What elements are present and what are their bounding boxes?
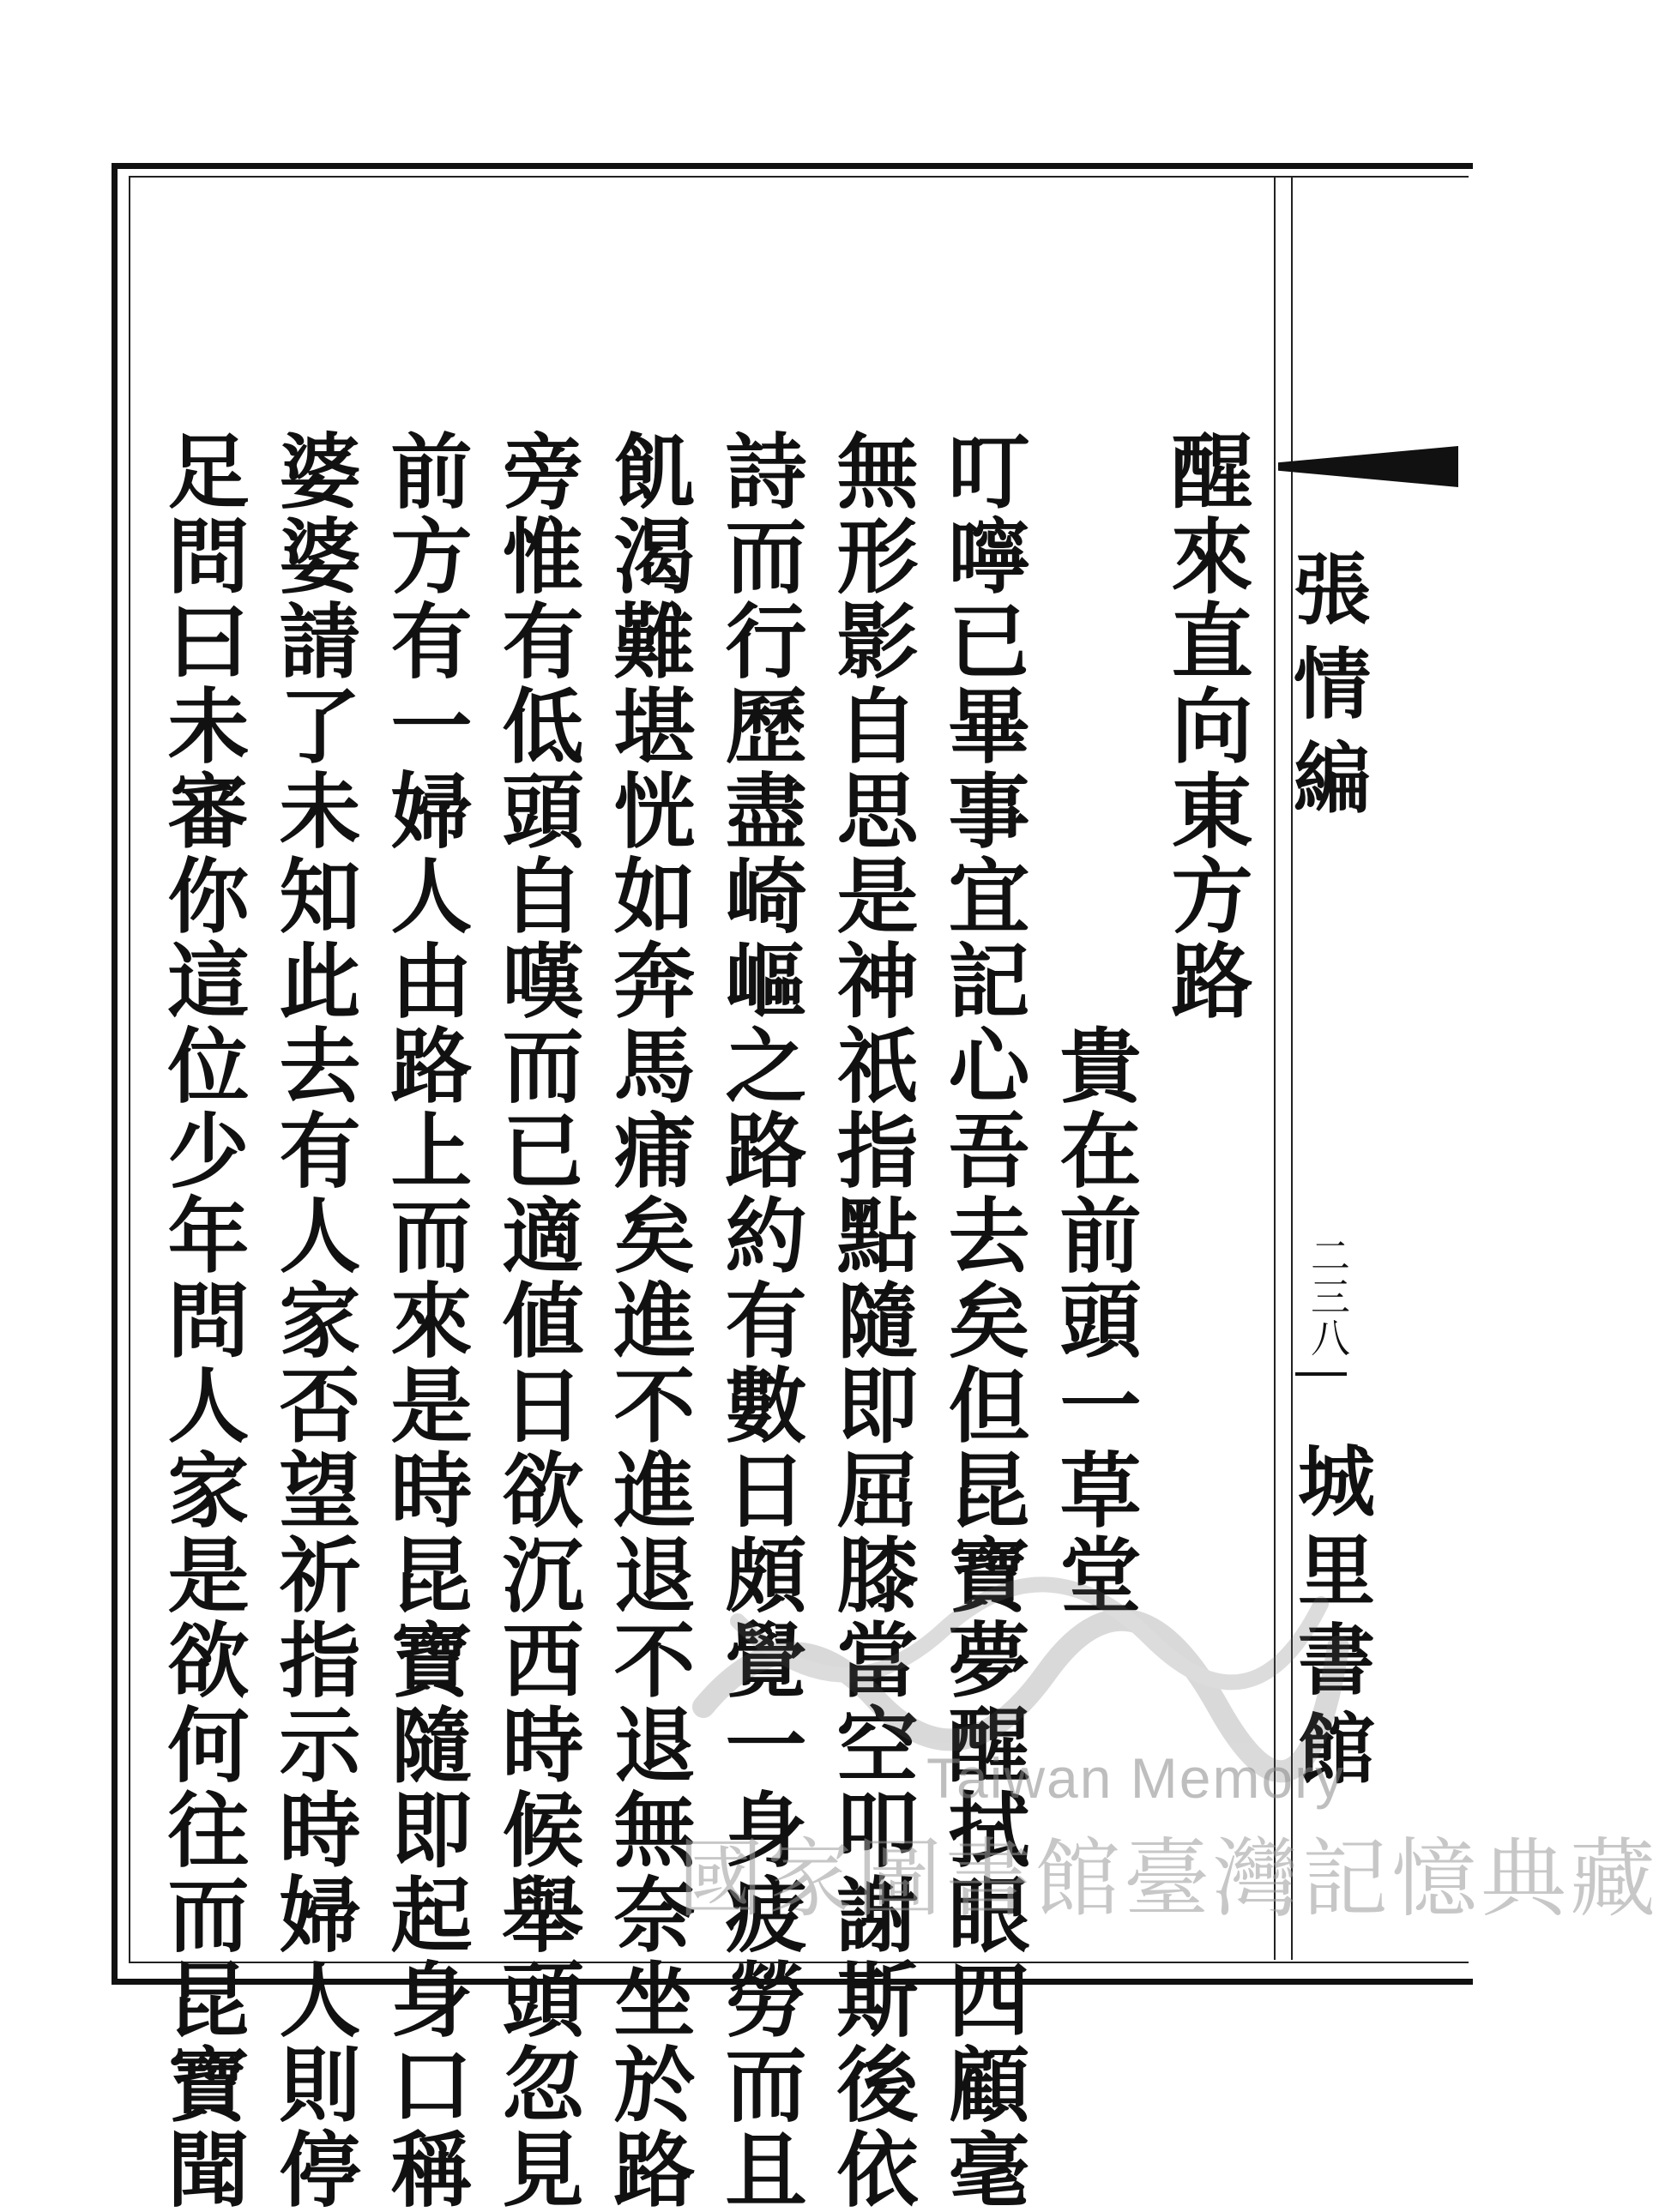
- page-number-rule: [1295, 1372, 1347, 1376]
- page-number: 二三八: [1305, 1235, 1351, 1359]
- text-column-5: 詩而行歷盡崎嶇之路約有數日頗覺一身疲勞而且: [712, 429, 807, 2212]
- text-column-7: 旁惟有低頭自嘆而已適値日欲沉西時候舉頭忽見: [489, 429, 584, 2212]
- text-column-4: 無形影自思是神祇指點隨即屈膝當空叩謝斯後依: [823, 429, 919, 2212]
- watermark-seal-icon: [686, 1570, 1355, 1741]
- publisher-name: 城里書館: [1284, 1441, 1375, 1798]
- text-column-2: 貴在前頭一草堂: [1047, 429, 1142, 1618]
- text-column-1: 醒來直向東方路: [1158, 429, 1253, 1023]
- text-column-6: 飢渴難堪恍如奔馬痡矣進不進退不退無奈坐於路: [600, 429, 696, 2212]
- margin-book-title: 張情編: [1280, 549, 1371, 832]
- watermark-english: Taiwan Memory: [926, 1746, 1346, 1810]
- watermark-chinese: 國家圖書館臺灣記憶典藏: [678, 1829, 1659, 1929]
- text-column-3: 叮嚀已畢事宜記心吾去矣但昆寶夢醒拭眼四顧毫: [935, 429, 1030, 2212]
- text-column-8: 前方有一婦人由路上而來是時昆寶隨即起身口稱: [377, 429, 473, 2212]
- text-column-10: 足問曰未審你這位少年問人家是欲何往而昆寶聞: [154, 429, 250, 2212]
- text-column-9: 婆婆請了未知此去有人家否望祈指示時婦人則停: [266, 429, 361, 2212]
